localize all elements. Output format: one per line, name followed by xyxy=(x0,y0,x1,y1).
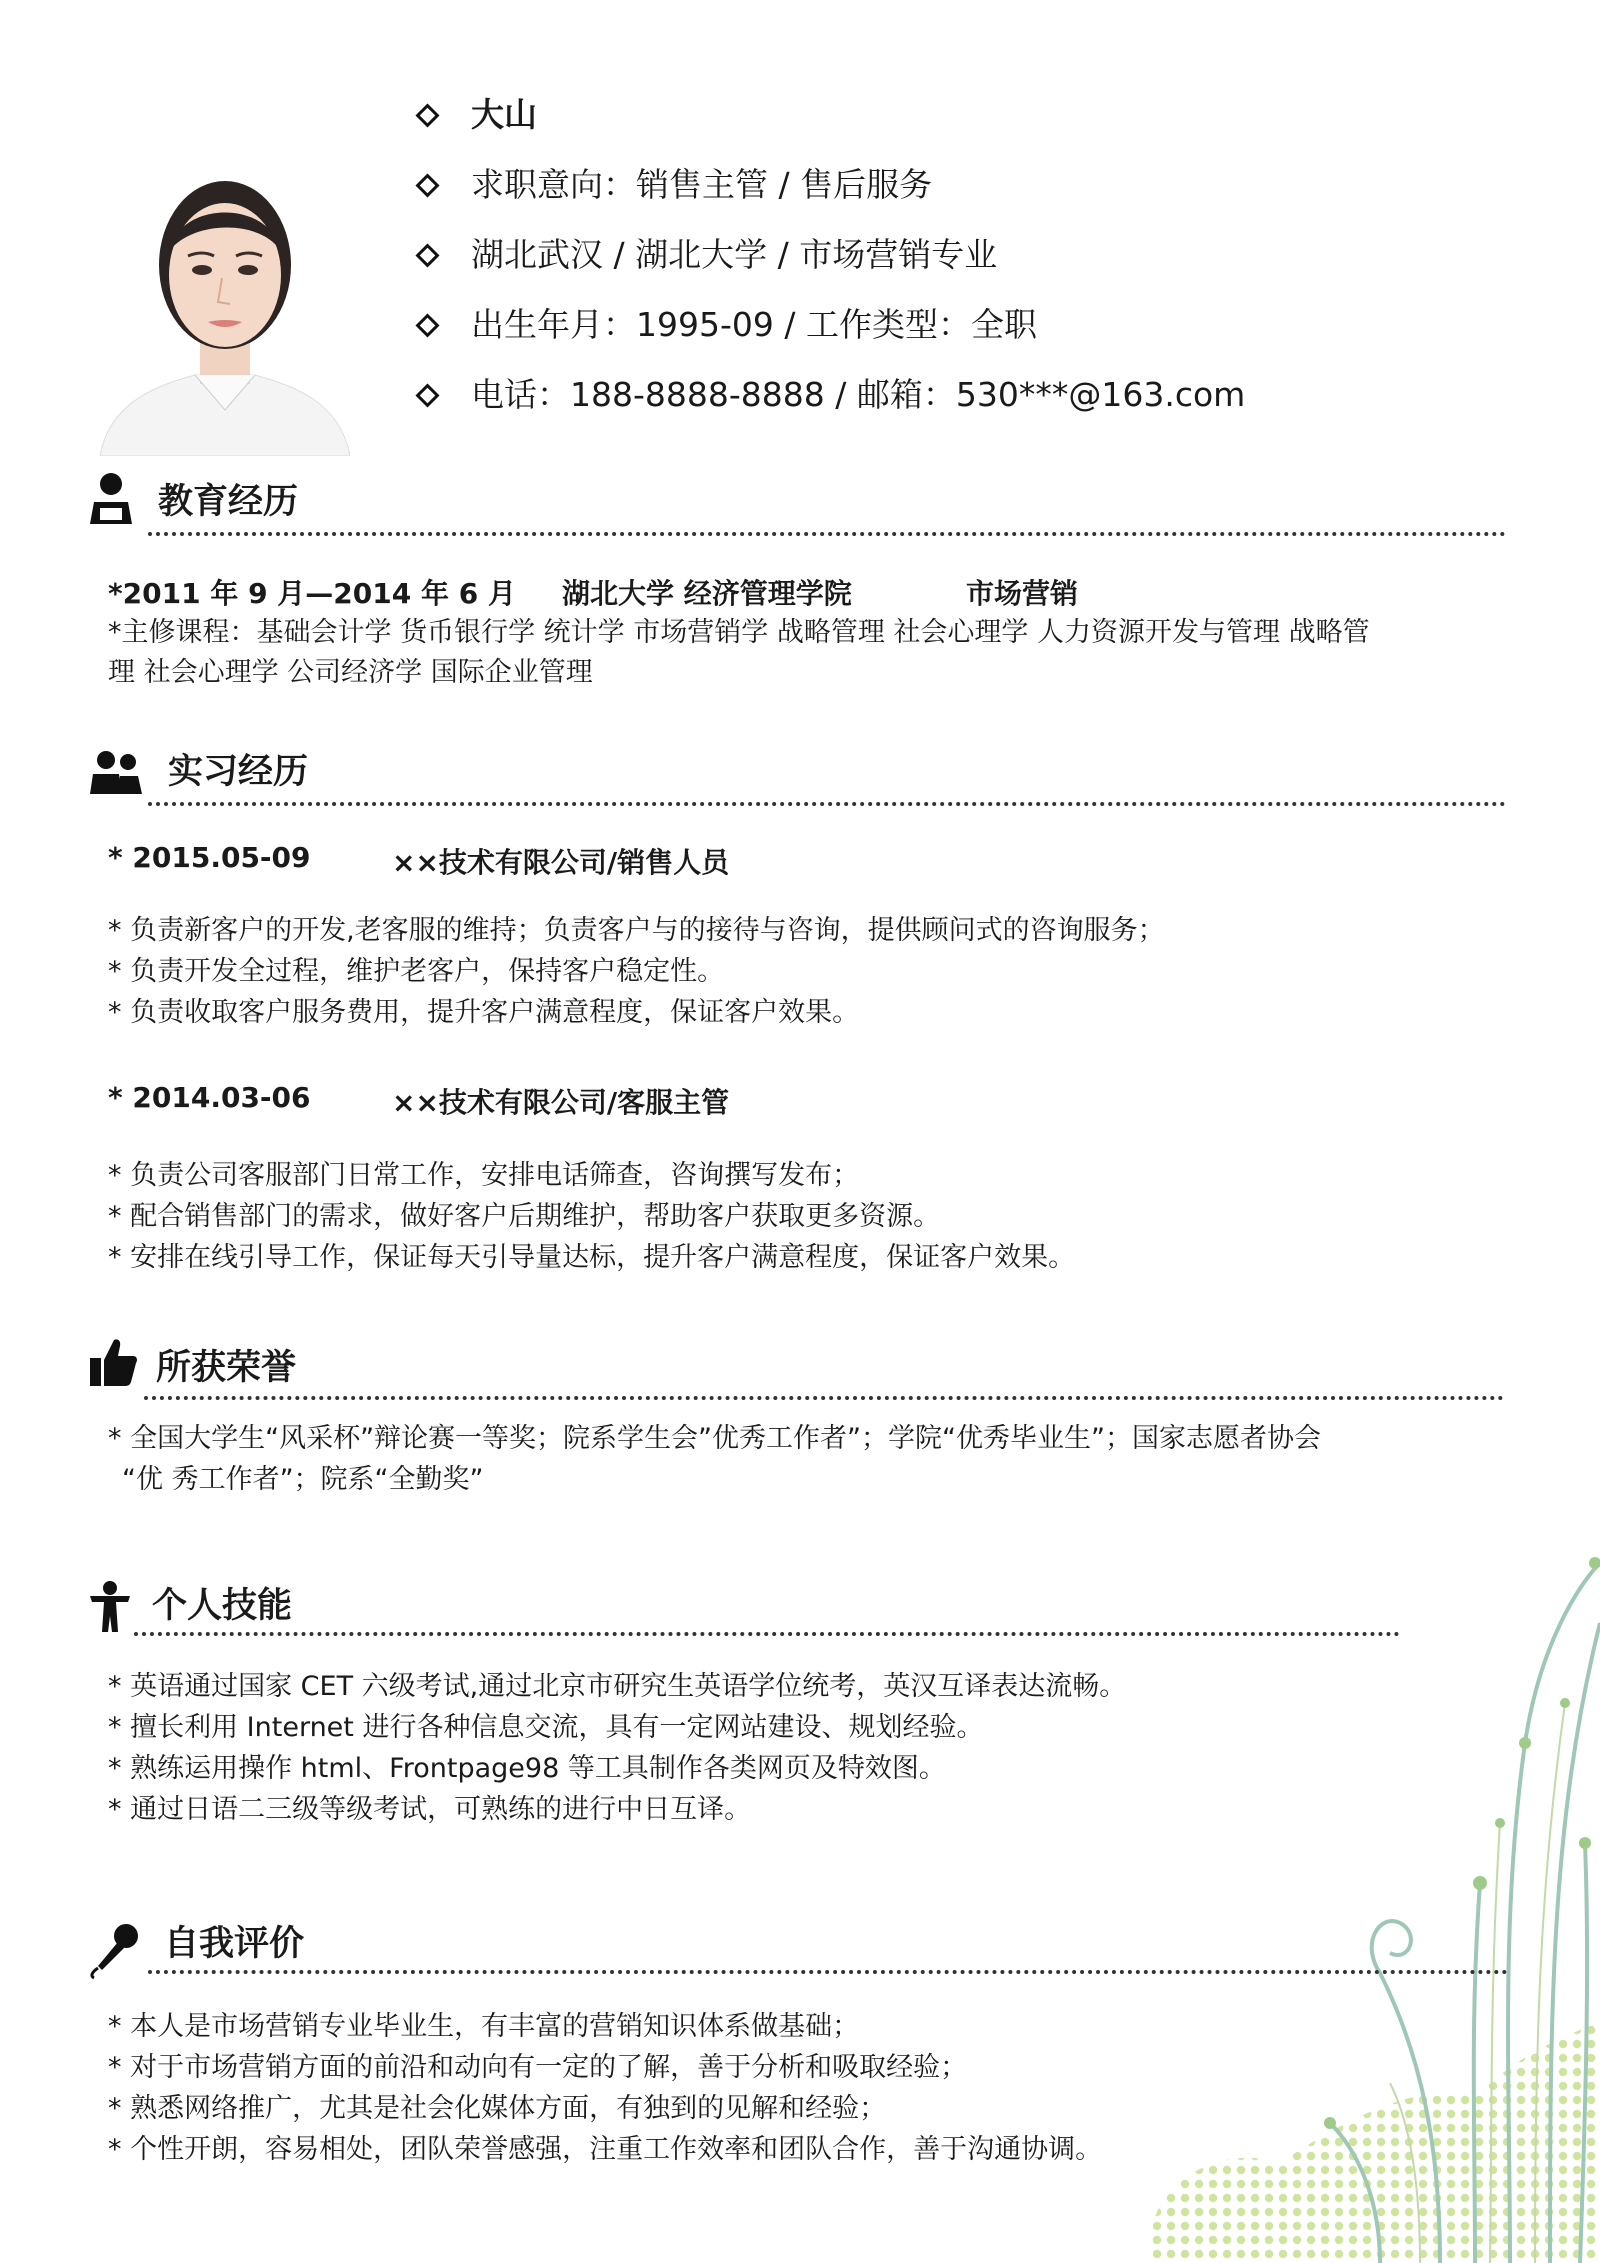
job-date: * 2014.03-06 xyxy=(108,1081,311,1114)
thumbs-up-icon xyxy=(88,1336,138,1392)
personal-info xyxy=(415,88,1245,438)
person-icon xyxy=(88,1580,138,1636)
location-school-major: 湖北武汉 / 湖北大学 / 市场营销专业 xyxy=(471,235,998,274)
self-eval-item: * 熟悉网络推广，尤其是社会化媒体方面，有独到的见解和经验； xyxy=(108,2093,887,2124)
section-divider xyxy=(144,1396,1504,1400)
job-intent: 求职意向：销售主管 / 售后服务 xyxy=(471,165,933,204)
decorative-background xyxy=(1080,1323,1600,2263)
internship-title: 实习经历 xyxy=(168,752,309,792)
candidate-name: 大山 xyxy=(471,95,537,134)
job-duty: * 负责公司客服部门日常工作，安排电话筛查，咨询撰写发布； xyxy=(108,1160,860,1191)
section-divider xyxy=(148,532,1506,536)
info-birth xyxy=(415,298,1245,368)
skill-item: * 英语通过国家 CET 六级考试,通过北京市研究生英语学位统考，英汉互译表达流畅。 xyxy=(108,1671,1127,1702)
education-school: 湖北大学 经济管理学院 xyxy=(562,577,852,610)
diamond-bullet-icon xyxy=(415,173,439,197)
self-eval-item: * 本人是市场营销专业毕业生，有丰富的营销知识体系做基础； xyxy=(108,2011,860,2042)
diamond-bullet-icon xyxy=(415,243,439,267)
info-intent xyxy=(415,158,1245,228)
honors-line: “优 秀工作者”；院系“全勤奖” xyxy=(122,1464,484,1495)
info-contact xyxy=(415,368,1245,438)
job-company: ××技术有限公司/客服主管 xyxy=(392,1086,730,1119)
birth-worktype: 出生年月：1995-09 / 工作类型：全职 xyxy=(471,305,1037,344)
microphone-icon xyxy=(88,1922,138,1978)
education-title: 教育经历 xyxy=(158,482,299,522)
job-date: * 2015.05-09 xyxy=(108,841,311,874)
diamond-bullet-icon xyxy=(415,103,439,127)
courses-line: 理 社会心理学 公司经济学 国际企业管理 xyxy=(108,657,593,688)
skill-item: * 擅长利用 Internet 进行各种信息交流，具有一定网站建设、规划经验。 xyxy=(108,1712,984,1743)
profile-photo xyxy=(100,160,350,456)
courses-line: *主修课程：基础会计学 货币银行学 统计学 市场营销学 战略管理 社会心理学 人力资源开发与管理 战略管 xyxy=(108,617,1370,648)
people-icon xyxy=(88,744,138,800)
skill-item: * 通过日语二三级等级考试，可熟练的进行中日互译。 xyxy=(108,1794,752,1825)
phone-email: 电话：188-8888-8888 / 邮箱：530***@163.com xyxy=(471,375,1246,414)
diamond-bullet-icon xyxy=(415,383,439,407)
section-divider xyxy=(148,802,1506,806)
section-divider xyxy=(134,1632,1400,1636)
education-major: 市场营销 xyxy=(966,577,1079,610)
job-duty: * 负责开发全过程，维护老客户，保持客户稳定性。 xyxy=(108,956,725,987)
job-duty: * 负责新客户的开发,老客服的维持；负责客户与的接待与咨询，提供顾问式的咨询服务； xyxy=(108,915,1165,946)
job-duty: * 安排在线引导工作，保证每天引导量达标，提升客户满意程度，保证客户效果。 xyxy=(108,1242,1076,1273)
info-name xyxy=(415,88,1245,158)
self-eval-item: * 个性开朗，容易相处，团队荣誉感强，注重工作效率和团队合作，善于沟通协调。 xyxy=(108,2134,1103,2165)
skill-item: * 熟练运用操作 html、Frontpage98 等工具制作各类网页及特效图。 xyxy=(108,1753,946,1784)
section-divider xyxy=(148,1970,1508,1974)
diamond-bullet-icon xyxy=(415,313,439,337)
skills-title: 个人技能 xyxy=(152,1586,293,1626)
info-location xyxy=(415,228,1245,298)
student-icon xyxy=(88,470,138,526)
honors-title: 所获荣誉 xyxy=(156,1348,297,1388)
self-eval-title: 自我评价 xyxy=(164,1924,305,1964)
job-duty: * 配合销售部门的需求，做好客户后期维护，帮助客户获取更多资源。 xyxy=(108,1201,941,1232)
education-period: *2011 年 9 月—2014 年 6 月 xyxy=(108,577,516,610)
job-duty: * 负责收取客户服务费用，提升客户满意程度，保证客户效果。 xyxy=(108,997,860,1028)
job-company: ××技术有限公司/销售人员 xyxy=(392,846,730,879)
self-eval-item: * 对于市场营销方面的前沿和动向有一定的了解，善于分析和吸取经验； xyxy=(108,2052,968,2083)
honors-line: * 全国大学生“风采杯”辩论赛一等奖；院系学生会”优秀工作者”；学院“优秀毕业生”；国家志愿者协会 xyxy=(108,1423,1322,1454)
